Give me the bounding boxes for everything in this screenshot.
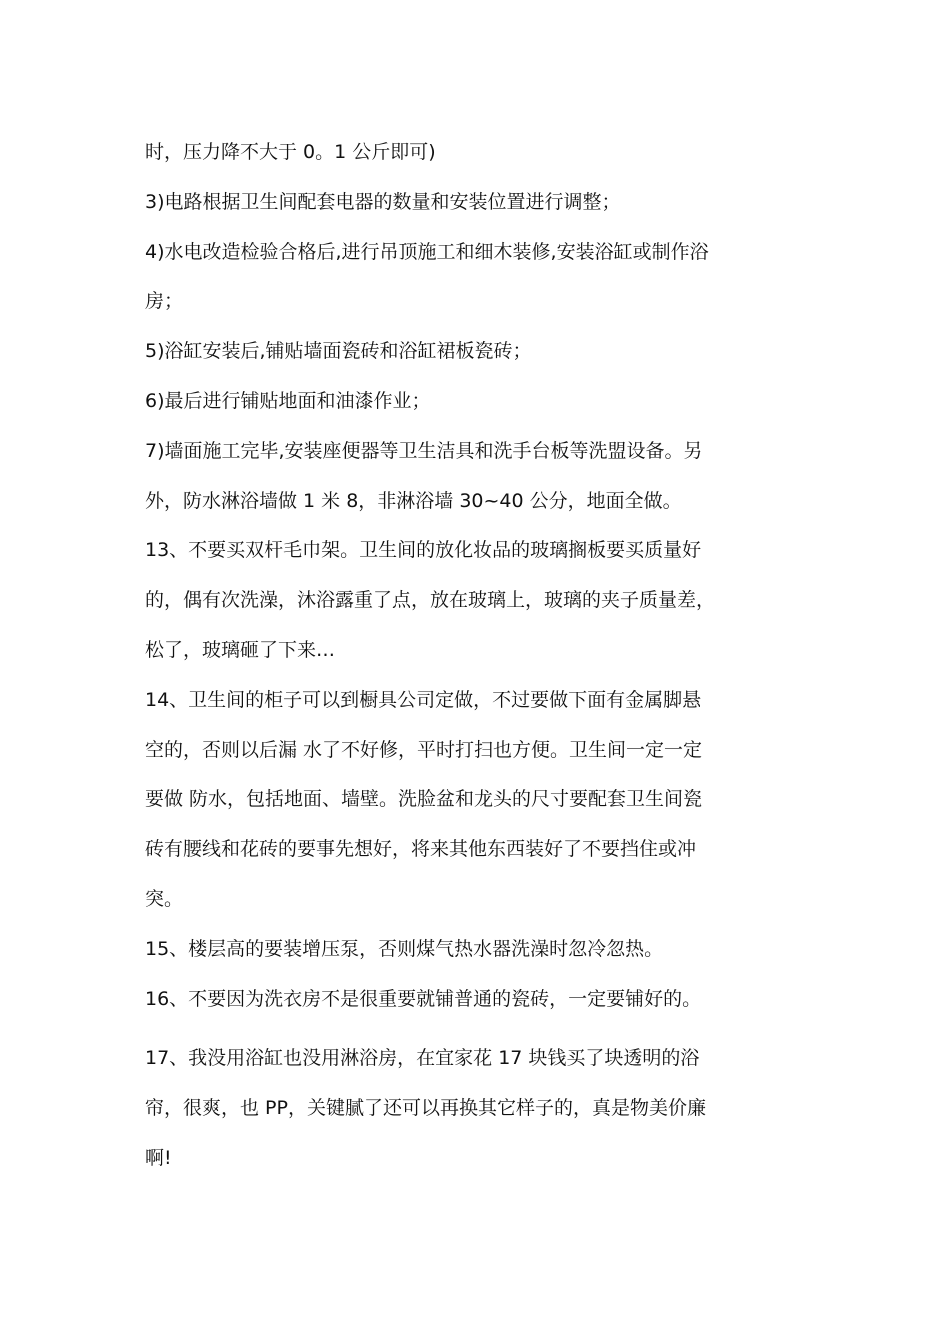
text-line: 啊! [145,1146,172,1169]
text-line: 帘，很爽，也 PP，关键腻了还可以再换其它样子的，真是物美价廉 [145,1097,706,1120]
text-line: 的，偶有次洗澡，沐浴露重了点，放在玻璃上，玻璃的夹子质量差， [145,589,716,612]
text-line: 松了，玻璃砸了下来… [145,638,336,661]
text-line: 4)水电改造检验合格后,进行吊顶施工和细木装修,安装浴缸或制作浴 [145,240,709,263]
text-line: 14、卫生间的柜子可以到橱具公司定做，不过要做下面有金属脚悬 [145,688,702,711]
text-line: 要做 防水，包括地面、墙壁。洗脸盆和龙头的尺寸要配套卫生间瓷 [145,788,703,811]
text-line: 外，防水淋浴墙做 1 米 8，非淋浴墙 30~40 公分，地面全做。 [145,489,682,512]
document-body [145,128,815,1184]
text-line: 时，压力降不大于 0。1 公斤即可) [145,141,436,163]
text-line: 13、不要买双杆毛巾架。卫生间的放化妆品的玻璃搁板要买质量好 [145,539,702,562]
text-line: 17、我没用浴缸也没用淋浴房，在宜家花 17 块钱买了块透明的浴 [145,1047,700,1070]
text-line: 7)墙面施工完毕,安装座便器等卫生洁具和洗手台板等洗盟设备。另 [145,439,703,462]
paragraph-gap [145,1024,815,1034]
text-line: 5)浴缸安装后,铺贴墙面瓷砖和浴缸裙板瓷砖； [145,340,532,363]
text-line: 房； [145,290,184,313]
text-line: 6)最后进行铺贴地面和油漆作业； [145,389,431,412]
text-line: 砖有腰线和花砖的要事先想好，将来其他东西装好了不要挡住或冲 [145,838,697,861]
text-line: 空的，否则以后漏 水了不好修，平时打扫也方便。卫生间一定一定 [145,738,703,761]
text-line: 15、楼层高的要装增压泵，否则煤气热水器洗澡时忽冷忽热。 [145,937,664,960]
text-line: 突。 [145,887,184,910]
text-line: 16、不要因为洗衣房不是很重要就铺普通的瓷砖，一定要铺好的。 [145,987,702,1010]
text-line: 3)电路根据卫生间配套电器的数量和安装位置进行调整； [145,190,621,213]
